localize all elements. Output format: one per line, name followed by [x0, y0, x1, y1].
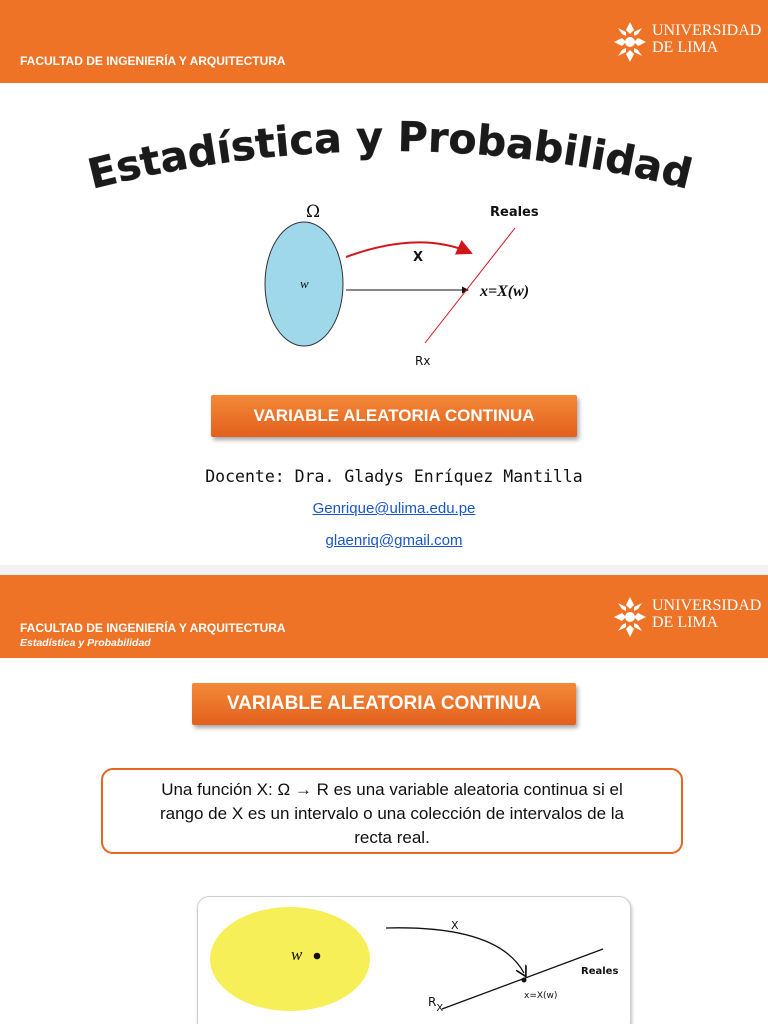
slide-1-header	[0, 0, 768, 83]
svg-text:RX	[428, 995, 443, 1014]
definition-line-1: Una función X: Ω → R es una variable aleatoria continua si el	[161, 780, 623, 799]
logo-line-2: DE LIMA	[652, 614, 719, 631]
reales-label: Reales	[581, 966, 619, 977]
logo-line-1: UNIVERSIDAD	[652, 22, 762, 39]
title-text: Estadística y Probabilidad	[83, 112, 697, 199]
course-subtitle: Estadística y Probabilidad	[20, 637, 151, 649]
email-link-2[interactable]: glaenriq@gmail.com	[325, 532, 463, 549]
w-point	[314, 953, 321, 960]
red-mapping-arrow	[346, 242, 471, 257]
r-subscript: X	[436, 1003, 444, 1014]
image-point	[522, 978, 527, 983]
faculty-name: FACULTAD DE INGENIERÍA Y ARQUITECTURA	[20, 54, 286, 68]
mapping-label: x=X(w)	[524, 991, 558, 1001]
definition-box	[101, 768, 683, 854]
logo-line-2: DE LIMA	[652, 39, 719, 56]
mapping-label: x=X(w)	[480, 283, 530, 300]
r-label: R	[428, 995, 437, 1009]
variable-aleatoria-button: VARIABLE ALEATORIA CONTINUA	[211, 395, 577, 437]
university-logo	[612, 20, 762, 64]
x-function-label: X	[413, 250, 424, 265]
faculty-name: FACULTAD DE INGENIERÍA Y ARQUITECTURA	[20, 621, 286, 635]
rx-label: Rx	[415, 354, 431, 368]
email-link-1[interactable]: Genrique@ulima.edu.pe	[312, 500, 476, 517]
logo-line-1: UNIVERSIDAD	[652, 597, 762, 614]
variable-aleatoria-button: VARIABLE ALEATORIA CONTINUA	[192, 683, 576, 725]
university-logo	[612, 595, 762, 639]
presentation-title	[0, 100, 768, 210]
sample-space-ellipse	[210, 907, 370, 1011]
reales-label: Reales	[490, 205, 539, 220]
mapping-diagram	[198, 897, 630, 1024]
w-label: w	[291, 945, 303, 964]
slide-2-header	[0, 575, 768, 658]
mapping-arrow	[386, 928, 524, 973]
definition-line-2: rango de X es un intervalo o una colección de intervalos de la	[159, 804, 625, 823]
docente-text: Docente: Dra. Gladys Enríquez Mantilla	[205, 467, 583, 486]
diagram-frame	[197, 896, 631, 1024]
university-emblem-icon	[612, 20, 648, 64]
random-variable-diagram	[250, 195, 570, 370]
w-label: w	[300, 276, 309, 291]
omega-label: Ω	[306, 202, 321, 222]
university-emblem-icon	[612, 595, 648, 639]
slide-separator	[0, 565, 768, 575]
x-function-label: X	[451, 919, 459, 932]
definition-line-3: recta real.	[354, 828, 430, 847]
svg-text:Estadística y Probabilidad	[83, 113, 696, 199]
slide-2	[0, 575, 768, 1024]
